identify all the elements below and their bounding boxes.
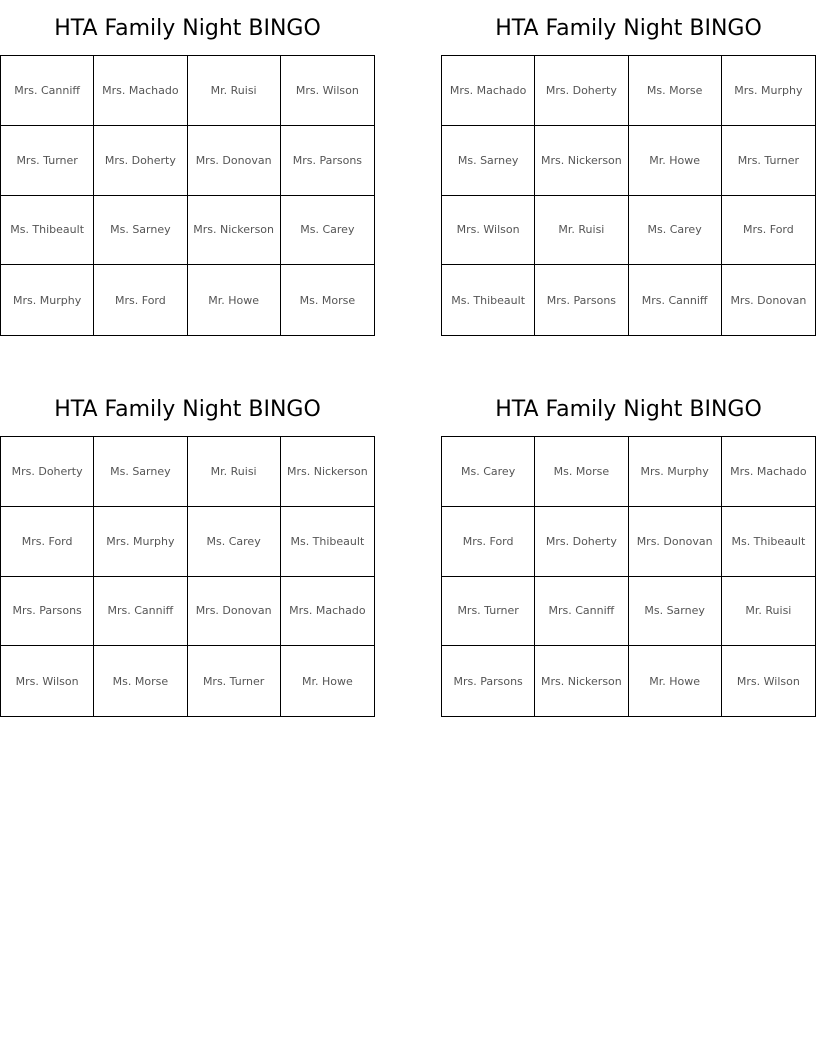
bingo-cell: Ms. Carey <box>442 437 535 507</box>
bingo-grid <box>0 436 375 717</box>
bingo-cell: Ms. Carey <box>281 196 374 266</box>
bingo-cell: Mrs. Doherty <box>535 507 628 577</box>
bingo-cell: Mrs. Nickerson <box>535 126 628 196</box>
bingo-cell: Mrs. Turner <box>1 126 94 196</box>
bingo-cell: Mrs. Nickerson <box>188 196 281 266</box>
bingo-cell: Ms. Morse <box>629 56 722 126</box>
bingo-cell: Ms. Sarney <box>442 126 535 196</box>
bingo-cell: Mrs. Parsons <box>535 265 628 335</box>
bingo-cell: Ms. Thibeault <box>1 196 94 266</box>
bingo-cell: Mrs. Turner <box>722 126 815 196</box>
bingo-cell: Mrs. Parsons <box>442 646 535 716</box>
bingo-cell: Mrs. Parsons <box>1 577 94 647</box>
card-title: HTA Family Night BINGO <box>495 16 762 41</box>
bingo-cell: Ms. Sarney <box>94 196 187 266</box>
bingo-cell: Mrs. Murphy <box>1 265 94 335</box>
bingo-cell: Mr. Ruisi <box>188 56 281 126</box>
bingo-cell: Mrs. Murphy <box>629 437 722 507</box>
bingo-cell: Mrs. Nickerson <box>281 437 374 507</box>
bingo-cell: Mrs. Murphy <box>722 56 815 126</box>
bingo-cell: Ms. Sarney <box>629 577 722 647</box>
bingo-cell: Mrs. Doherty <box>1 437 94 507</box>
bingo-grid <box>441 436 816 717</box>
bingo-cell: Mrs. Doherty <box>94 126 187 196</box>
bingo-cell: Ms. Thibeault <box>442 265 535 335</box>
bingo-cell: Ms. Thibeault <box>722 507 815 577</box>
bingo-cell: Mr. Ruisi <box>188 437 281 507</box>
bingo-cell: Mrs. Donovan <box>188 577 281 647</box>
bingo-cell: Mrs. Wilson <box>442 196 535 266</box>
bingo-cell: Mrs. Donovan <box>730 293 807 307</box>
bingo-cell: Mr. Ruisi <box>535 196 628 266</box>
bingo-cell: Mrs. Machado <box>722 437 815 507</box>
bingo-cell: Mrs. Machado <box>442 56 535 126</box>
bingo-cell: Mrs. Ford <box>442 507 535 577</box>
bingo-grid <box>0 55 375 336</box>
card-title: HTA Family Night BINGO <box>54 16 321 41</box>
bingo-cell: Ms. Morse <box>299 293 356 307</box>
bingo-cell: Mrs. Canniff <box>1 56 94 126</box>
bingo-cell: Mrs. Wilson <box>281 56 374 126</box>
bingo-cell: Mrs. Ford <box>722 196 815 266</box>
bingo-cell: Mr. Howe <box>301 674 353 688</box>
card-title: HTA Family Night BINGO <box>54 397 321 422</box>
bingo-cell: Ms. Sarney <box>94 437 187 507</box>
bingo-cell: Ms. Morse <box>535 437 628 507</box>
bingo-cell: Mr. Ruisi <box>722 577 815 647</box>
bingo-cell: Mrs. Ford <box>94 265 187 335</box>
bingo-cell: Mrs. Wilson <box>1 646 94 716</box>
bingo-cell: Mrs. Canniff <box>535 577 628 647</box>
bingo-cell: Mrs. Donovan <box>188 126 281 196</box>
bingo-cell: Mrs. Donovan <box>629 507 722 577</box>
bingo-cell: Ms. Morse <box>94 646 187 716</box>
bingo-cell: Ms. Carey <box>188 507 281 577</box>
bingo-cell: Mrs. Doherty <box>535 56 628 126</box>
bingo-cell: Mrs. Turner <box>188 646 281 716</box>
bingo-cell: Mrs. Ford <box>1 507 94 577</box>
bingo-cell: Mrs. Machado <box>281 577 374 647</box>
bingo-cell: Mr. Howe <box>629 126 722 196</box>
bingo-cell: Mr. Howe <box>629 646 722 716</box>
bingo-cell: Mrs. Turner <box>442 577 535 647</box>
bingo-cell: Mrs. Canniff <box>94 577 187 647</box>
bingo-cell: Mrs. Murphy <box>94 507 187 577</box>
bingo-cell: Mrs. Wilson <box>736 674 800 688</box>
bingo-grid <box>441 55 816 336</box>
bingo-cell: Ms. Carey <box>629 196 722 266</box>
bingo-cell: Ms. Thibeault <box>281 507 374 577</box>
bingo-cell: Mr. Howe <box>188 265 281 335</box>
card-title: HTA Family Night BINGO <box>495 397 762 422</box>
bingo-cell: Mrs. Parsons <box>281 126 374 196</box>
bingo-cell: Mrs. Nickerson <box>535 646 628 716</box>
bingo-cell: Mrs. Canniff <box>629 265 722 335</box>
bingo-cell: Mrs. Machado <box>94 56 187 126</box>
